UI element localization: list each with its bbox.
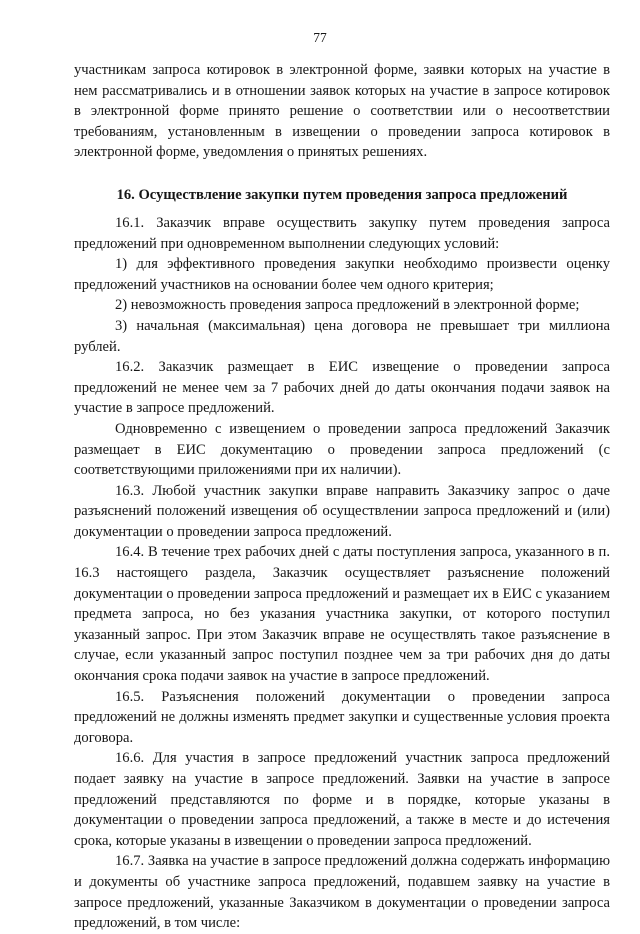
paragraph-16-3: 16.3. Любой участник закупки вправе направить Заказчику запрос о даче разъяснений положений извещения об осуществлении запроса предложений и (или) документации о проведении запроса предложений. (74, 482, 610, 540)
condition-2: 2) невозможность проведения запроса предложений в электронной форме; (115, 297, 580, 314)
paragraph-16-6: 16.6. Для участия в запросе предложений участник запроса предложений подает заявку на участие в запросе предложений. Заявки на участие в запросе предложений представляются по форме и в порядке, которые указаны в документации о проведении запроса предложений, а также в месте и до истечения срока, которые указаны в извещении о проведении запроса предложений. (74, 750, 610, 849)
section-heading: 16. Осуществление закупки путем проведения запроса предложений (116, 186, 568, 203)
document-body (74, 60, 610, 934)
paragraph-16-2-documentation: Одновременно с извещением о проведении запроса предложений Заказчик размещает в ЕИС документацию о проведении запроса предложений (с соответствующими приложениями при их наличии). (74, 420, 610, 479)
condition-1: 1) для эффективного проведения закупки необходимо произвести оценку предложений участников на основании более чем одного критерия; (74, 256, 610, 293)
condition-3: 3) начальная (максимальная) цена договора не превышает три миллиона рублей. (74, 317, 610, 355)
paragraph-16-7: 16.7. Заявка на участие в запросе предложений должна содержать информацию и документы об участнике запроса предложений, подавшем заявку на участие в запросе предложений, указанные Заказчиком в документации о проведении запроса предложений, в том числе: (74, 853, 610, 932)
paragraph-16-2: 16.2. Заказчик размещает в ЕИС извещение о проведении запроса предложений не менее чем за 7 рабочих дней до даты окончания подачи заявок на участие в запросе предложений. (74, 359, 610, 417)
page-number: 77 (313, 30, 327, 45)
paragraph-16-5: 16.5. Разъяснения положений документации о проведении запроса предложений не должны изменять предмет закупки и существенные условия проекта договора. (74, 688, 610, 746)
intro-paragraph: участникам запроса котировок в электронной форме, заявки которых на участие в нем рассматривались и в отношении заявок которых на участие в запросе котировок в электронной форме принято решение о соответствии или о несоответствии требованиям, установленным в извещении о проведении запроса котировок в электронной форме, уведомления о принятых решениях. (74, 62, 610, 161)
paragraph-16-4: 16.4. В течение трех рабочих дней с даты поступления запроса, указанного в п. 16.3 настоящего раздела, Заказчик осуществляет разъяснение положений документации о проведении запроса предложений и размещает их в ЕИС с указанием предмета запроса, но без указания участника закупки, от которого поступил указанный запрос. При этом Заказчик вправе не осуществлять такое разъяснение в случае, если указанный запрос поступил позднее чем за три рабочих дня до даты окончания срока подачи заявок на участие в запросе предложений. (74, 544, 610, 685)
paragraph-16-1: 16.1. Заказчик вправе осуществить закупку путем проведения запроса предложений при одновременном выполнении следующих условий: (74, 214, 610, 252)
